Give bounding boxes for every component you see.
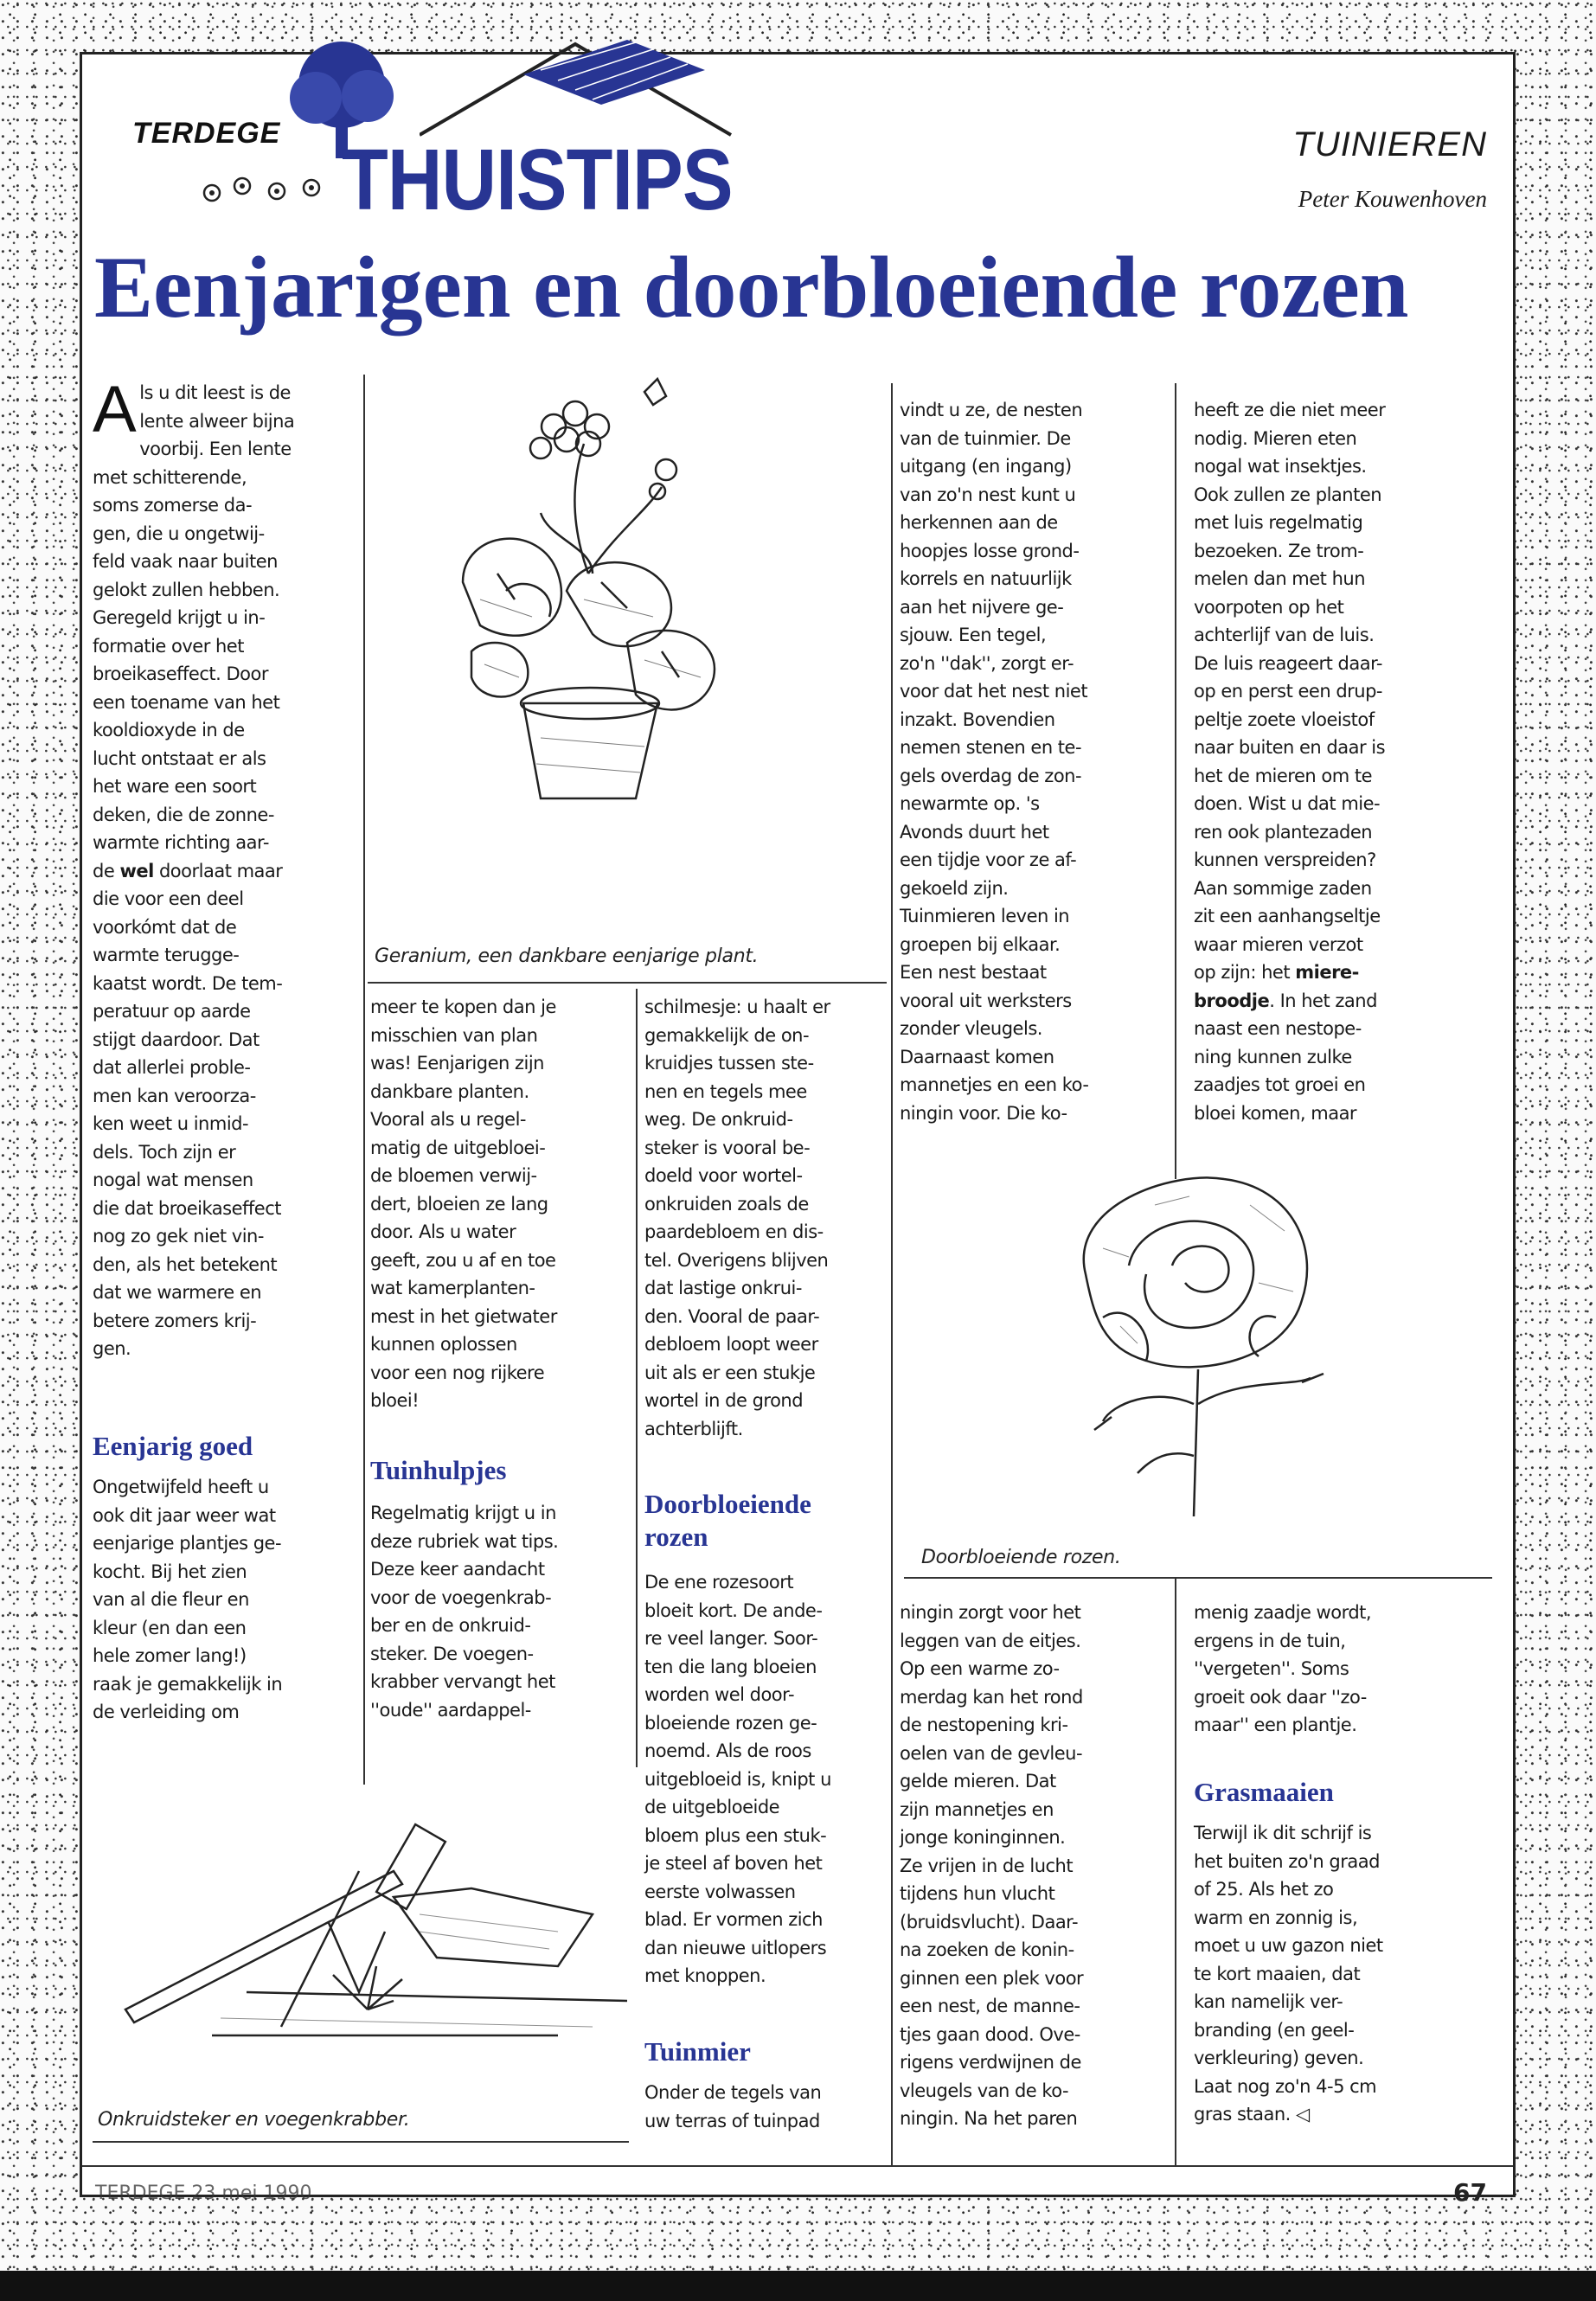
caption-rule-tools [93,2141,629,2143]
caption-rose: Doorbloeiende rozen. [921,1547,1121,1568]
column-5-mieren: heeft ze die niet meer nodig. Mieren eten nogal wat insektjes. Ook zullen ze planten met luis regelmatig bezoeken. Ze trom- melen dan met hun voorpoten op het achterlijf van de luis. De luis reageert daar- op en perst een drup- peltje zoete vloeistof naar buiten en daar is het de mieren om te doen. Wist u dat mie- ren ook plantezaden kunnen verspreiden? Aan sommige zaden zit een aanhangseltje waar mieren verzot op zijn: het miere- broodje. In het zand naast een nestope- ning kunnen zulke zaadjes tot groei en bloei komen, maar [1194,400,1386,1124]
roof-logo-icon [420,35,748,139]
column-2-tuinhulpjes: Regelmatig krijgt u in deze rubriek wat tips. Deze keer aandacht voor de voegenkrab- ber en de onkruid- steker. De voegen- krabber vervangt het ''oude'' aardappel- [370,1503,559,1721]
subhead-tuinhulpjes: Tuinhulpjes [370,1455,507,1485]
subhead-eenjarig-goed: Eenjarig goed [93,1431,253,1461]
author-byline: Peter Kouwenhoven [1298,186,1487,212]
column-3-rozen: De ene rozesoort bloeit kort. De ande- re veel langer. Soor- ten die lang bloeien worden wel door- bloeiende rozen ge- noemd. Als de roos uitgebloeid is, knipt u de uitgebloeide bloem plus een stuk- je steel af boven het eerste volwassen blad. Er vormen zich dan nieuwe uitlopers met knoppen. [644,1572,831,1986]
magazine-page [80,52,1516,2207]
column-4-koningin: ningin zorgt voor het leggen van de eitjes. Op een warme zo- merdag kan het rond de nestopening kri- oelen van de gevleu- gelde mieren. Dat zijn mannetjes en jonge koninginnen. Ze vrijen in de lucht tijdens hun vlucht (bruidsvlucht). Daar- na zoeken de konin- ginnen een plek voor een nest, de manne- tjes gaan dood. Ove- rigens verdwijnen de vleugels van de ko- ningin. Na het paren [900,1602,1084,2129]
column-rule-2 [636,989,638,1767]
column-2-eenjarig-cont: meer te kopen dan je misschien van plan was! Eenjarigen zijn dankbare planten. Vooral als u regel- matig de uitgebloei- de bloemen verwij- dert, bloeien ze lang door. Als u water geeft, zou u af en toe wat kamerplanten- mest in het gietwater kunnen oplossen voor een nog rijkere bloei! [370,997,557,1411]
column-1-eenjarig: Ongetwijfeld heeft u ook dit jaar weer wat eenjarige plantjes ge- kocht. Bij het zien van al die fleur en kleur (en dan een hele zomer lang!) raak je gemakkelijk in de verleiding om [93,1477,283,1722]
caption-rule-rose [904,1577,1492,1579]
footer-magazine: TERDEGE 23 mei 1990 [95,2182,312,2204]
brand-logo: TERDEGE [132,117,281,150]
column-1-intro: Als u dit leest is de lente alweer bijna voorbij. Een lente met schitterende, soms zomerse da- gen, die u ongetwij- feld vaak naar buiten gelokt zullen hebben. Geregeld krijgt u in- formatie over het broeikaseffect. Door een toename van het kooldioxyde in de lucht ontstaat er als het ware een soort deken, die de zonne- warmte richting aar- de wel doorlaat maar die voor een deel voorkómt dat de warmte terugge- kaatst wordt. De tem- peratuur op aarde stijgt daardoor. Dat dat allerlei proble- men kan veroorza- ken weet u inmid- dels. Toch zijn er nogal wat mensen die dat broeikaseffect nog zo gek niet vin- den, als het betekent dat we warmere en betere zomers krij- gen. [93,373,295,1359]
page-bottom-edge [0,2271,1596,2301]
caption-geranium: Geranium, een dankbare eenjarige plant. [375,945,759,967]
subhead-doorbloeiende-rozen: Doorbloeiende rozen [644,1489,811,1552]
column-rule-5 [1175,1577,1176,2165]
subhead-grasmaaien: Grasmaaien [1194,1777,1334,1807]
drop-cap: A [93,373,137,446]
column-rule-3 [891,383,893,2165]
series-logo: THUISTIPS [342,131,733,228]
footer-rule [82,2165,1513,2167]
column-4-tuinmier: vindt u ze, de nesten van de tuinmier. De uitgang (en ingang) van zo'n nest kunt u herkennen aan de hoopjes losse grond- korrels en natuurlijk aan het nijvere ge- sjouw. Een tegel, zo'n ''dak'', zorgt er- voor dat het nest niet inzakt. Bovendien nemen stenen en te- gels overdag de zon- newarmte op. 's Avonds duurt het een tijdje voor ze af- gekoeld zijn. Tuinmieren leven in groepen bij elkaar. Een nest bestaat vooral uit werksters zonder vleugels. Daarnaast komen mannetjes en een ko- ningin voor. Die ko- [900,400,1089,1124]
caption-rule-geranium [368,982,887,984]
section-label: TUINIEREN [1292,125,1487,163]
column-rule-4 [1175,383,1176,1179]
column-5-zaadje: menig zaadje wordt, ergens in de tuin, ''vergeten''. Soms groeit ook daar ''zo- maar'' een plantje. [1194,1602,1372,1735]
page-number: 67 [1453,2178,1487,2207]
article-title: Eenjarigen en doorbloeiende rozen [94,239,1409,336]
flowers-icon [190,167,346,210]
rose-illustration [1051,1170,1328,1516]
column-rule-1 [363,375,365,1785]
geranium-illustration [445,375,731,807]
tools-illustration [108,1819,627,2044]
subhead-tuinmier: Tuinmier [644,2036,751,2067]
column-3-tuinmier: Onder de tegels van uw terras of tuinpad [644,2082,822,2131]
column-3-tuinhulpjes-cont: schilmesje: u haalt er gemakkelijk de on- kruidjes tussen ste- nen en tegels mee weg. De onkruid- steker is vooral be- doeld voor wortel- onkruiden zoals de paardebloem en dis- tel. Overigens blijven dat lastige onkrui- den. Vooral de paar- debloem loopt weer uit als er een stukje wortel in de grond achterblijft. [644,997,830,1439]
caption-tools: Onkruidsteker en voegenkrabber. [98,2109,410,2131]
column-5-grasmaaien: Terwijl ik dit schrijf is het buiten zo'n graad of 25. Als het zo warm en zonnig is, moet u uw gazon niet te kort maaien, dat kan namelijk ver- branding (en geel- verkleuring) geven. Laat nog zo'n 4-5 cm gras staan. ◁ [1194,1823,1383,2125]
end-mark-icon: ◁ [1296,2104,1310,2125]
